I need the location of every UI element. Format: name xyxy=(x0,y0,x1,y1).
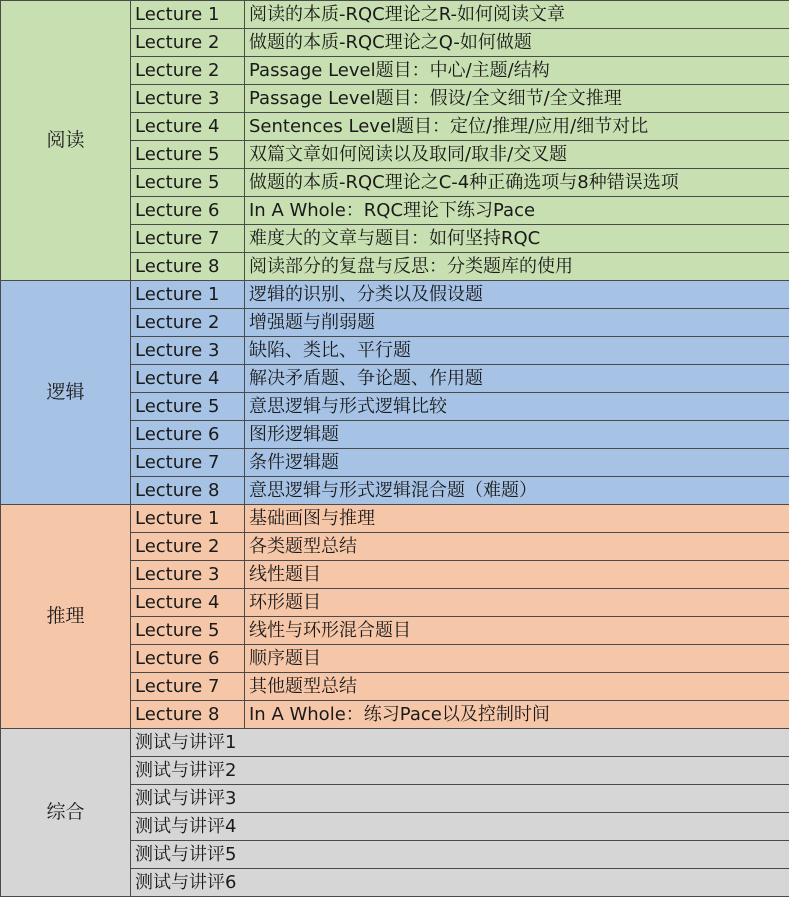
lecture-cell: Lecture 2 xyxy=(131,29,245,57)
lecture-cell: Lecture 5 xyxy=(131,141,245,169)
lecture-cell: Lecture 4 xyxy=(131,365,245,393)
table-row xyxy=(1,1,789,29)
lecture-cell: Lecture 4 xyxy=(131,589,245,617)
topic-cell: 测试与讲评2 xyxy=(131,757,789,785)
topic-cell: 做题的本质-RQC理论之Q-如何做题 xyxy=(245,29,789,57)
topic-cell: 其他题型总结 xyxy=(245,673,789,701)
topic-cell: 解决矛盾题、争论题、作用题 xyxy=(245,365,789,393)
section-label-reasoning: 推理 xyxy=(1,505,131,729)
topic-cell: 线性题目 xyxy=(245,561,789,589)
lecture-cell: Lecture 5 xyxy=(131,393,245,421)
topic-cell: 测试与讲评6 xyxy=(131,869,789,897)
topic-cell: 意思逻辑与形式逻辑比较 xyxy=(245,393,789,421)
topic-cell: 缺陷、类比、平行题 xyxy=(245,337,789,365)
lecture-cell: Lecture 2 xyxy=(131,309,245,337)
lecture-cell: Lecture 1 xyxy=(131,1,245,29)
schedule-body xyxy=(1,1,789,897)
lecture-cell: Lecture 5 xyxy=(131,617,245,645)
topic-cell: 环形题目 xyxy=(245,589,789,617)
topic-cell: 条件逻辑题 xyxy=(245,449,789,477)
topic-cell: 线性与环形混合题目 xyxy=(245,617,789,645)
lecture-cell: Lecture 8 xyxy=(131,477,245,505)
topic-cell: 增强题与削弱题 xyxy=(245,309,789,337)
lecture-cell: Lecture 4 xyxy=(131,113,245,141)
topic-cell: 逻辑的识别、分类以及假设题 xyxy=(245,281,789,309)
topic-cell: 阅读的本质-RQC理论之R-如何阅读文章 xyxy=(245,1,789,29)
lecture-cell: Lecture 3 xyxy=(131,561,245,589)
topic-cell: Sentences Level题目：定位/推理/应用/细节对比 xyxy=(245,113,789,141)
section-label-reading: 阅读 xyxy=(1,1,131,281)
topic-cell: 测试与讲评3 xyxy=(131,785,789,813)
topic-cell: 做题的本质-RQC理论之C-4种正确选项与8种错误选项 xyxy=(245,169,789,197)
topic-cell: 顺序题目 xyxy=(245,645,789,673)
lecture-cell: Lecture 6 xyxy=(131,645,245,673)
topic-cell: Passage Level题目：中心/主题/结构 xyxy=(245,57,789,85)
topic-cell: 双篇文章如何阅读以及取同/取非/交叉题 xyxy=(245,141,789,169)
topic-cell: 基础画图与推理 xyxy=(245,505,789,533)
lecture-cell: Lecture 7 xyxy=(131,225,245,253)
lecture-cell: Lecture 6 xyxy=(131,197,245,225)
topic-cell: 测试与讲评1 xyxy=(131,729,789,757)
topic-cell: 各类题型总结 xyxy=(245,533,789,561)
table-row xyxy=(1,505,789,533)
lecture-cell: Lecture 1 xyxy=(131,505,245,533)
topic-cell: 测试与讲评5 xyxy=(131,841,789,869)
topic-cell: In A Whole：练习Pace以及控制时间 xyxy=(245,701,789,729)
lecture-cell: Lecture 2 xyxy=(131,57,245,85)
lecture-cell: Lecture 3 xyxy=(131,337,245,365)
lecture-cell: Lecture 8 xyxy=(131,253,245,281)
table-row xyxy=(1,729,789,757)
section-label-general: 综合 xyxy=(1,729,131,897)
lecture-cell: Lecture 7 xyxy=(131,673,245,701)
lecture-cell: Lecture 8 xyxy=(131,701,245,729)
topic-cell: Passage Level题目：假设/全文细节/全文推理 xyxy=(245,85,789,113)
topic-cell: In A Whole：RQC理论下练习Pace xyxy=(245,197,789,225)
table-row xyxy=(1,281,789,309)
topic-cell: 意思逻辑与形式逻辑混合题（难题） xyxy=(245,477,789,505)
lecture-cell: Lecture 2 xyxy=(131,533,245,561)
lecture-cell: Lecture 6 xyxy=(131,421,245,449)
lecture-cell: Lecture 5 xyxy=(131,169,245,197)
lecture-cell: Lecture 1 xyxy=(131,281,245,309)
section-label-logic: 逻辑 xyxy=(1,281,131,505)
topic-cell: 测试与讲评4 xyxy=(131,813,789,841)
lecture-cell: Lecture 7 xyxy=(131,449,245,477)
topic-cell: 阅读部分的复盘与反思：分类题库的使用 xyxy=(245,253,789,281)
topic-cell: 图形逻辑题 xyxy=(245,421,789,449)
lecture-cell: Lecture 3 xyxy=(131,85,245,113)
topic-cell: 难度大的文章与题目：如何坚持RQC xyxy=(245,225,789,253)
